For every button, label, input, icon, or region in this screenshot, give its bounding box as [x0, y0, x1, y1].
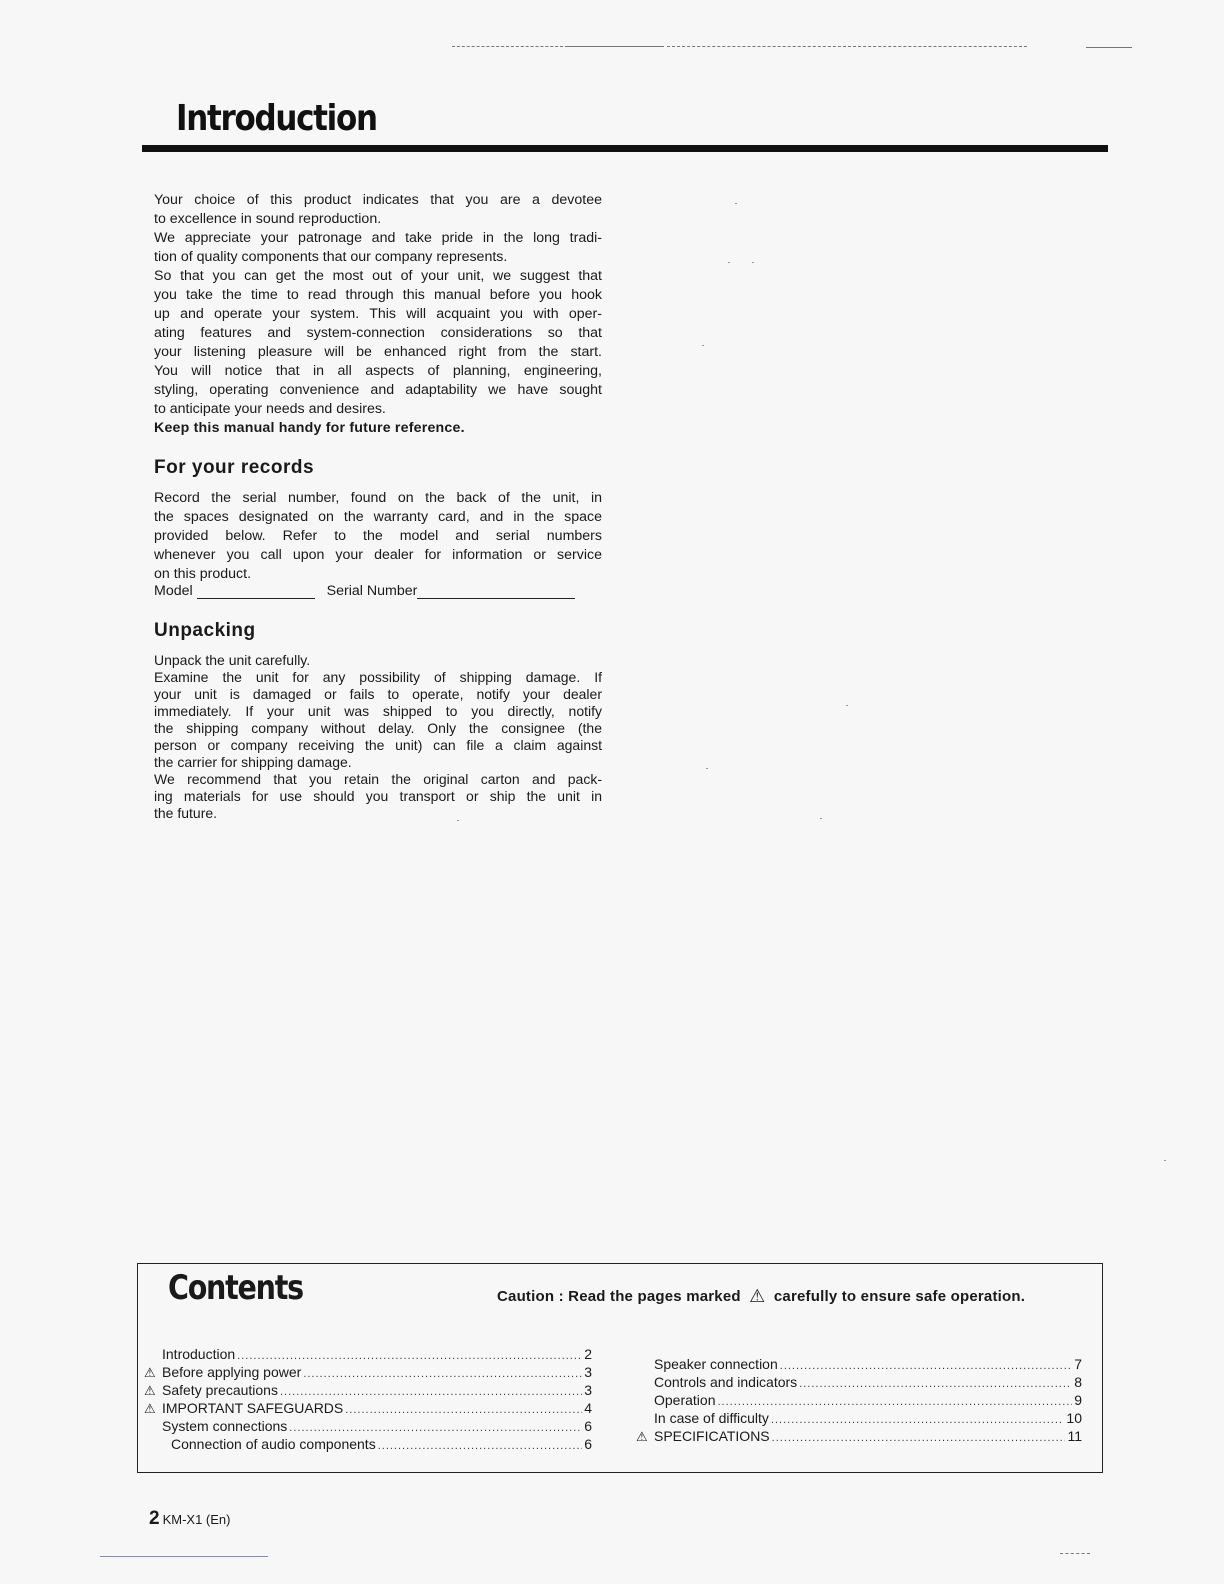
toc-entry-label: IMPORTANT SAFEGUARDS [162, 1400, 344, 1416]
toc-entry[interactable] [636, 1391, 1082, 1409]
toc-entry[interactable] [144, 1345, 592, 1363]
scan-speck [820, 818, 822, 819]
warning-triangle-icon: ⚠ [749, 1286, 766, 1306]
scan-artifact-line [100, 1556, 268, 1557]
records-line: on this product. [154, 566, 252, 582]
unpacking-line: We recommend that you retain the original carton and pack- [154, 771, 602, 787]
toc-entry-label: Operation [654, 1392, 716, 1408]
scan-speck [752, 262, 754, 263]
scan-speck [702, 345, 704, 346]
title-rule [142, 145, 1108, 152]
intro-line: styling, operating convenience and adaptability we have sought [154, 382, 602, 398]
caution-suffix: carefully to ensure safe operation. [773, 1288, 1026, 1305]
scan-speck [735, 203, 737, 204]
unpacking-line: immediately. If your unit was shipped to you directly, notify [154, 703, 602, 719]
toc-entry-label: Controls and indicators [654, 1374, 798, 1390]
toc-entry-page: 3 [584, 1364, 592, 1380]
toc-entry[interactable] [144, 1417, 592, 1435]
scan-artifact-line [667, 46, 1027, 47]
records-fields [154, 583, 602, 599]
toc-entry-page: 3 [584, 1382, 592, 1398]
contents-title: Contents [168, 1268, 303, 1308]
model-blank [197, 584, 315, 599]
model-label: Model [154, 583, 193, 599]
toc-entry-label: Introduction [162, 1346, 236, 1362]
intro-line: you take the time to read through this manual before you hook [154, 287, 602, 303]
toc-entry-page: 6 [584, 1436, 592, 1452]
toc-entry-page: 2 [584, 1346, 592, 1362]
warning-triangle-icon: ⚠ [636, 1429, 648, 1444]
toc-entry-label: Safety precautions [162, 1382, 278, 1398]
records-heading: For your records [154, 457, 315, 478]
unpacking-line: your unit is damaged or fails to operate, notify your dealer [154, 686, 602, 702]
scan-speck [846, 705, 848, 706]
unpacking-line: the future. [154, 805, 218, 821]
intro-line: to anticipate your needs and desires. [154, 401, 386, 417]
toc-entry[interactable] [636, 1409, 1082, 1427]
model-code: KM-X1 (En) [162, 1512, 231, 1527]
toc-entry-page: 10 [1066, 1410, 1082, 1426]
toc-entry-page: 11 [1067, 1428, 1082, 1444]
page-title: Introduction [176, 98, 377, 139]
intro-line: tion of quality components that our company represents. [154, 249, 508, 265]
toc-entry-label: In case of difficulty [654, 1410, 769, 1426]
toc-entry-label: System connections [162, 1418, 288, 1434]
warning-triangle-icon: ⚠ [144, 1365, 156, 1380]
toc-entry[interactable] [144, 1435, 592, 1453]
toc-entry-page: 4 [584, 1400, 592, 1416]
unpacking-line: the shipping company without delay. Only the consignee (the [154, 720, 602, 736]
warning-triangle-icon: ⚠ [144, 1401, 156, 1416]
records-line: Record the serial number, found on the back of the unit, in [154, 490, 602, 506]
toc-entry-page: 6 [584, 1418, 592, 1434]
scan-speck [457, 820, 459, 821]
caution-prefix: Caution : Read the pages marked [497, 1288, 741, 1305]
scan-speck [728, 262, 730, 263]
toc-entry-page: 8 [1074, 1374, 1082, 1390]
intro-line: up and operate your system. This will acquaint you with oper- [154, 306, 602, 322]
toc-leader-dots [771, 1411, 1065, 1429]
page-number: 2 [149, 1508, 160, 1529]
unpacking-line: the carrier for shipping damage. [154, 754, 352, 770]
records-line: the spaces designated on the warranty card, and in the space [154, 509, 602, 525]
serial-blank [417, 584, 575, 599]
toc-entry-page: 9 [1074, 1392, 1082, 1408]
toc-entry[interactable] [636, 1427, 1082, 1445]
intro-line: We appreciate your patronage and take pride in the long tradi- [154, 230, 602, 246]
toc-entry[interactable] [144, 1381, 592, 1399]
scan-artifact-line [568, 46, 664, 47]
intro-line: You will notice that in all aspects of planning, engineering, [154, 363, 602, 379]
toc-leader-dots [303, 1365, 582, 1383]
toc-entry-page: 7 [1074, 1356, 1082, 1372]
scan-speck [1164, 1160, 1166, 1161]
scan-artifact-line [1086, 47, 1132, 48]
unpacking-line: Examine the unit for any possibility of shipping damage. If [154, 669, 602, 685]
toc-entry[interactable] [144, 1399, 592, 1417]
toc-leader-dots [772, 1429, 1066, 1447]
unpacking-body [154, 652, 602, 822]
toc-leader-dots [378, 1437, 582, 1455]
toc-entry[interactable] [144, 1363, 592, 1381]
records-line: whenever you call upon your dealer for information or service [154, 547, 602, 563]
keep-manual-note: Keep this manual handy for future reference. [154, 420, 465, 436]
scan-speck [706, 768, 708, 769]
unpacking-heading: Unpacking [154, 620, 256, 641]
records-line: provided below. Refer to the model and serial numbers [154, 528, 602, 544]
intro-line: ating features and system-connection considerations so that [154, 325, 602, 341]
records-body [154, 489, 602, 584]
toc-entry-label: SPECIFICATIONS [654, 1428, 770, 1444]
toc-entry[interactable] [636, 1355, 1082, 1373]
toc-right [636, 1355, 1082, 1445]
unpacking-line: ing materials for use should you transport or ship the unit in [154, 788, 602, 804]
toc-entry[interactable] [636, 1373, 1082, 1391]
toc-leader-dots [345, 1401, 582, 1419]
intro-line: your listening pleasure will be enhanced right from the start. [154, 344, 602, 360]
toc-leader-dots [780, 1357, 1072, 1375]
scan-artifact-line [1060, 1553, 1090, 1554]
warning-triangle-icon: ⚠ [144, 1383, 156, 1398]
caution-note [497, 1286, 1025, 1307]
intro-body [154, 191, 602, 438]
intro-line: Your choice of this product indicates that you are a devotee [154, 192, 602, 208]
page-footer [149, 1508, 230, 1530]
toc-entry-label: Speaker connection [654, 1356, 778, 1372]
scan-artifact-line [452, 46, 568, 47]
unpacking-line: Unpack the unit carefully. [154, 652, 311, 668]
intro-line: So that you can get the most out of your unit, we suggest that [154, 268, 602, 284]
intro-line: to excellence in sound reproduction. [154, 211, 382, 227]
unpacking-line: person or company receiving the unit) can file a claim against [154, 737, 602, 753]
toc-leader-dots [799, 1375, 1072, 1393]
toc-entry-label: Before applying power [162, 1364, 302, 1380]
toc-left [144, 1345, 592, 1453]
serial-label: Serial Number [326, 583, 418, 599]
toc-entry-label: Connection of audio components [171, 1436, 376, 1452]
